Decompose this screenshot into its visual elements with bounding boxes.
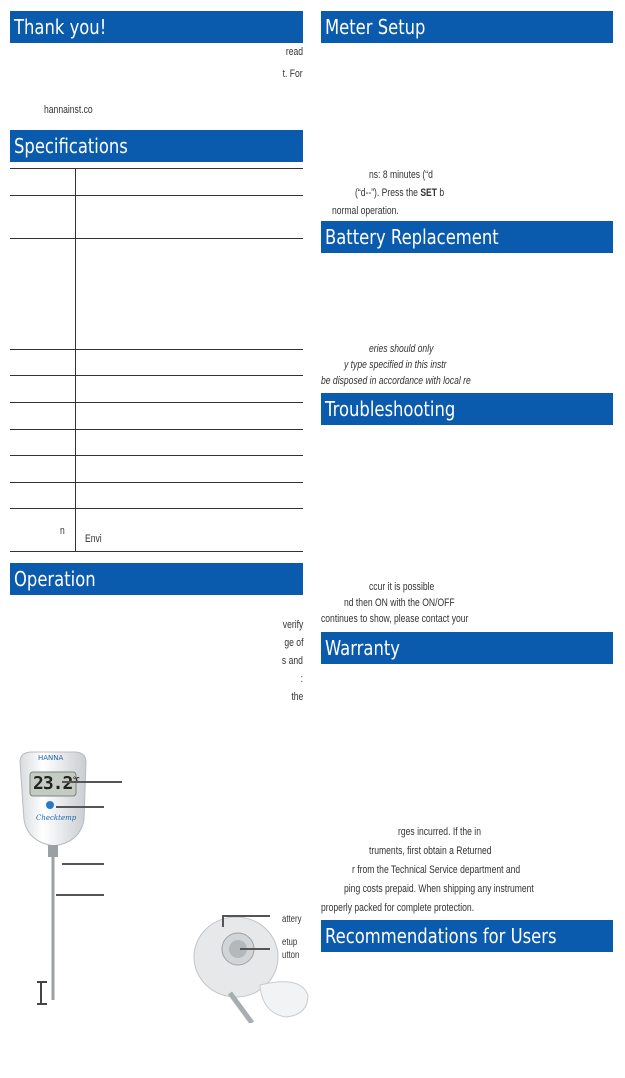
thank-you-text-1: read <box>285 46 303 58</box>
troubleshooting-text-3: continues to show, please contact your <box>321 613 469 625</box>
warranty-text-2: truments, first obtain a Returned <box>369 845 492 857</box>
spec-env-value: Envi <box>85 533 102 545</box>
setup-label-2: utton <box>282 950 300 961</box>
probe-tip-bracket <box>37 981 47 1005</box>
power-button-icon <box>46 801 54 809</box>
operation-text-4: : <box>300 673 303 685</box>
warranty-text-1: rges incurred. If the in <box>398 826 481 838</box>
callout-battery <box>222 915 270 917</box>
meter-setup-text-2: (“d--”). Press the SET b <box>355 187 445 199</box>
display-reading: $23.2^{^\circ C}$ <box>33 773 79 794</box>
callout-probe <box>56 894 104 896</box>
callout-collar <box>62 863 104 865</box>
battery-text-2: y type specified in this instr <box>344 359 447 371</box>
troubleshooting-heading: Troubleshooting <box>321 393 613 425</box>
callout-setup <box>240 948 270 950</box>
specifications-heading: Specifications <box>10 130 303 162</box>
operation-text-2: ge of <box>283 637 303 649</box>
thermometer-figure <box>14 750 114 1010</box>
recommendations-heading: Recommendations for Users <box>321 920 613 952</box>
warranty-heading: Warranty <box>321 632 613 664</box>
battery-text-3: be disposed in accordance with local re <box>321 375 471 387</box>
troubleshooting-text-1: ccur it is possible <box>369 581 435 593</box>
callout-button <box>56 806 104 808</box>
setup-label-1: etup <box>282 937 298 948</box>
meter-setup-text-1: ns: 8 minutes (“d <box>369 169 433 181</box>
thank-you-heading: Thank you! <box>10 11 303 43</box>
meter-setup-text-3: normal operation. <box>332 205 399 217</box>
thank-you-text-2: t. For <box>282 68 303 80</box>
operation-text-5: the <box>291 691 303 703</box>
battery-label: attery <box>282 914 302 925</box>
callout-display <box>62 781 122 783</box>
thermometer-brand: HANNA <box>38 754 64 762</box>
thermometer-model: Checktemp <box>36 814 77 822</box>
troubleshooting-text-2: nd then ON with the ON/OFF <box>344 597 455 609</box>
battery-text-1: eries should only <box>369 343 434 355</box>
warranty-text-5: properly packed for complete protection. <box>321 902 475 914</box>
operation-heading: Operation <box>10 563 303 595</box>
spec-env-label: n <box>60 525 65 537</box>
meter-setup-heading: Meter Setup <box>321 11 613 43</box>
operation-text-1: verify <box>282 619 303 631</box>
operation-text-3: s and <box>282 655 303 667</box>
warranty-text-3: r from the Technical Service department and <box>352 864 521 876</box>
website-link[interactable]: hannainst.co <box>44 104 93 116</box>
warranty-text-4: ping costs prepaid. When shipping any instrument <box>344 883 534 895</box>
callout-battery-tick <box>222 915 224 927</box>
battery-replacement-heading: Battery Replacement <box>321 221 613 253</box>
